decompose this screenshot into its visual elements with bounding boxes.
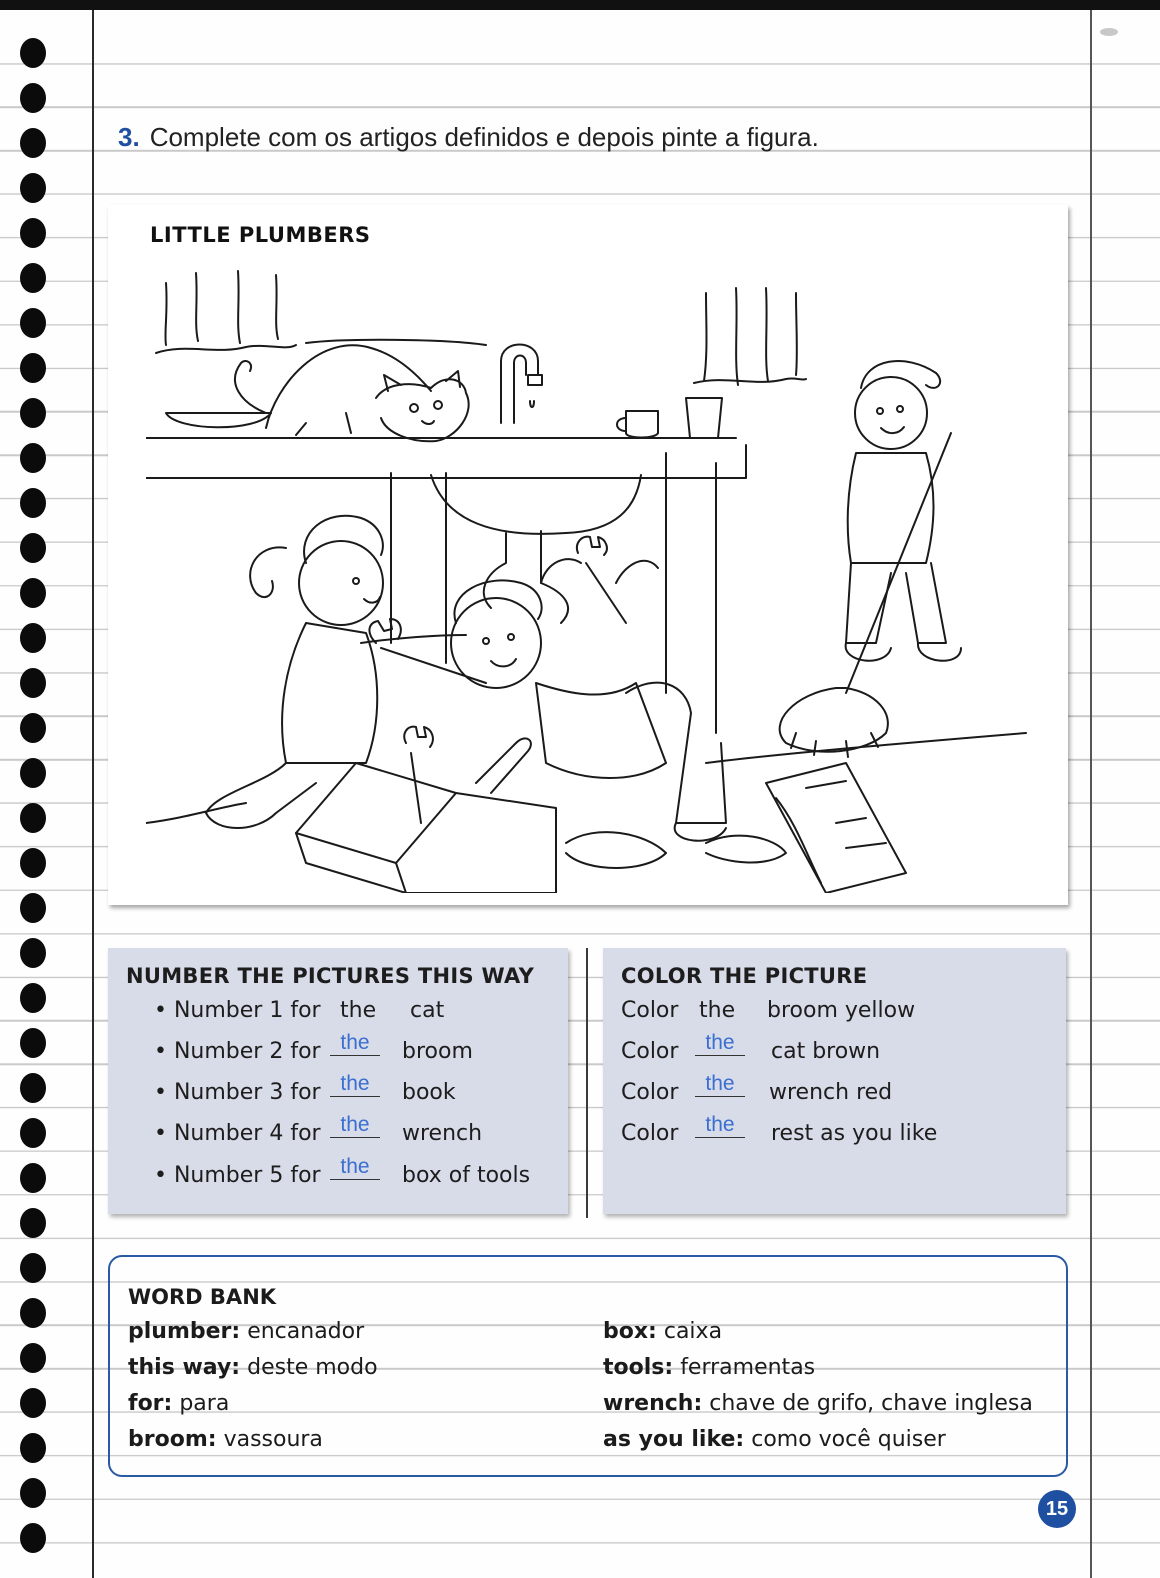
spiral-hole <box>20 983 46 1013</box>
word-bank-meaning: deste modo <box>247 1355 378 1380</box>
spiral-hole <box>20 578 46 608</box>
coloring-object: rest as you like <box>771 1121 938 1146</box>
curtain-illustration <box>156 271 806 385</box>
spiral-hole <box>20 488 46 518</box>
spiral-hole <box>20 713 46 743</box>
box-separator <box>586 948 588 1218</box>
word-bank-term: this way: <box>128 1355 241 1380</box>
spiral-hole <box>20 398 46 428</box>
coloring-object: broom yellow <box>767 998 916 1023</box>
top-edge <box>0 0 1160 10</box>
spiral-hole <box>20 1253 46 1283</box>
right-margin-line <box>1090 10 1092 1578</box>
page-number: 15 <box>1038 1490 1076 1528</box>
word-bank-term: for: <box>128 1391 173 1416</box>
boy-with-mop-illustration <box>780 361 961 757</box>
numbering-row <box>154 1155 554 1197</box>
coloring-row <box>621 998 1051 1032</box>
spiral-hole <box>20 1118 46 1148</box>
numbering-row <box>154 998 554 1032</box>
word-bank-entry <box>603 1391 1033 1416</box>
word-bank-meaning: para <box>179 1391 230 1416</box>
spiral-hole <box>20 938 46 968</box>
numbering-row <box>154 1113 554 1155</box>
numbering-object: box of tools <box>402 1163 531 1188</box>
spiral-hole <box>20 1478 46 1508</box>
word-bank-title: WORD BANK <box>128 1285 277 1309</box>
numbering-row <box>154 1031 554 1073</box>
cat-illustration <box>235 345 469 441</box>
spiral-hole <box>20 848 46 878</box>
word-bank-entry <box>128 1427 323 1452</box>
coloring-row <box>621 1113 1051 1155</box>
spiral-hole <box>20 1343 46 1373</box>
numbering-row <box>154 1072 554 1114</box>
sink-illustration <box>431 475 641 623</box>
spiral-hole <box>20 1298 46 1328</box>
coloring-object: wrench red <box>769 1080 893 1105</box>
spiral-hole <box>20 1388 46 1418</box>
spiral-hole <box>20 758 46 788</box>
corner-mark <box>1100 28 1118 36</box>
numbering-label: • Number 5 for <box>154 1163 321 1188</box>
spiral-hole <box>20 1208 46 1238</box>
answer-blank[interactable]: the <box>695 1072 745 1097</box>
numbering-title: NUMBER THE PICTURES THIS WAY <box>126 964 535 988</box>
coloring-article: the <box>699 998 736 1023</box>
exercise-instruction <box>118 122 1078 153</box>
answer-blank[interactable]: the <box>695 1031 745 1056</box>
spiral-hole <box>20 1073 46 1103</box>
numbering-object: wrench <box>402 1121 483 1146</box>
numbering-label: • Number 2 for <box>154 1039 321 1064</box>
word-bank-meaning: vassoura <box>223 1427 323 1452</box>
girl-illustration <box>206 516 466 828</box>
coloring-title: COLOR THE PICTURE <box>621 964 868 988</box>
spiral-hole <box>20 1163 46 1193</box>
exercise-number: 3. <box>118 122 140 152</box>
spiral-hole <box>20 893 46 923</box>
numbering-object: book <box>402 1080 456 1105</box>
faucet-illustration <box>501 345 542 424</box>
answer-blank[interactable]: the <box>330 1155 380 1180</box>
picture-panel <box>108 205 1068 905</box>
numbering-label: • Number 4 for <box>154 1121 321 1146</box>
spiral-hole <box>20 308 46 338</box>
spiral-hole <box>20 128 46 158</box>
coloring-label: Color <box>621 998 679 1023</box>
word-bank-entry <box>128 1319 364 1344</box>
numbering-article: the <box>340 998 377 1023</box>
plumbers-illustration <box>146 263 1031 893</box>
spiral-hole <box>20 443 46 473</box>
word-bank-entry <box>603 1319 722 1344</box>
coloring-label: Color <box>621 1121 679 1146</box>
spiral-hole <box>20 623 46 653</box>
numbering-label: • Number 3 for <box>154 1080 321 1105</box>
coloring-box <box>603 948 1066 1214</box>
spiral-hole <box>20 668 46 698</box>
word-bank-term: wrench: <box>603 1391 703 1416</box>
word-bank-meaning: como você quiser <box>751 1427 946 1452</box>
word-bank-term: tools: <box>603 1355 674 1380</box>
coloring-row <box>621 1072 1051 1114</box>
spiral-hole <box>20 83 46 113</box>
floor-illustration <box>146 733 1026 868</box>
coloring-object: cat brown <box>771 1039 881 1064</box>
word-bank-entry <box>128 1391 229 1416</box>
spiral-hole <box>20 263 46 293</box>
word-bank-entry <box>603 1427 946 1452</box>
picture-title: LITTLE PLUMBERS <box>150 223 371 247</box>
book-illustration <box>766 763 906 893</box>
instruction-text: Complete com os artigos definidos e depois pinte a figura. <box>149 122 819 152</box>
answer-blank[interactable]: the <box>330 1072 380 1097</box>
margin-line <box>92 10 94 1578</box>
word-bank-term: box: <box>603 1319 657 1344</box>
numbering-object: broom <box>402 1039 473 1064</box>
spiral-hole <box>20 353 46 383</box>
word-bank-term: plumber: <box>128 1319 241 1344</box>
word-bank-meaning: encanador <box>247 1319 365 1344</box>
word-bank-meaning: ferramentas <box>680 1355 816 1380</box>
numbering-object: cat <box>410 998 445 1023</box>
word-bank-entry <box>603 1355 815 1380</box>
spiral-hole <box>20 38 46 68</box>
spiral-hole <box>20 1523 46 1553</box>
numbering-label: • Number 1 for <box>154 998 321 1023</box>
spiral-hole <box>20 173 46 203</box>
numbering-box <box>108 948 568 1214</box>
coloring-row <box>621 1031 1051 1073</box>
word-bank <box>108 1255 1068 1477</box>
coloring-label: Color <box>621 1039 679 1064</box>
answer-blank[interactable]: the <box>695 1113 745 1138</box>
word-bank-term: broom: <box>128 1427 217 1452</box>
answer-blank[interactable]: the <box>330 1113 380 1138</box>
coloring-label: Color <box>621 1080 679 1105</box>
word-bank-term: as you like: <box>603 1427 745 1452</box>
spiral-hole <box>20 218 46 248</box>
spiral-hole <box>20 1433 46 1463</box>
toolbox-illustration <box>296 738 556 893</box>
spiral-hole <box>20 803 46 833</box>
answer-blank[interactable]: the <box>330 1031 380 1056</box>
word-bank-meaning: caixa <box>663 1319 723 1344</box>
word-bank-meaning: chave de grifo, chave inglesa <box>709 1391 1033 1416</box>
spiral-hole <box>20 1028 46 1058</box>
word-bank-entry <box>128 1355 378 1380</box>
counter-illustration <box>146 340 746 733</box>
spiral-hole <box>20 533 46 563</box>
